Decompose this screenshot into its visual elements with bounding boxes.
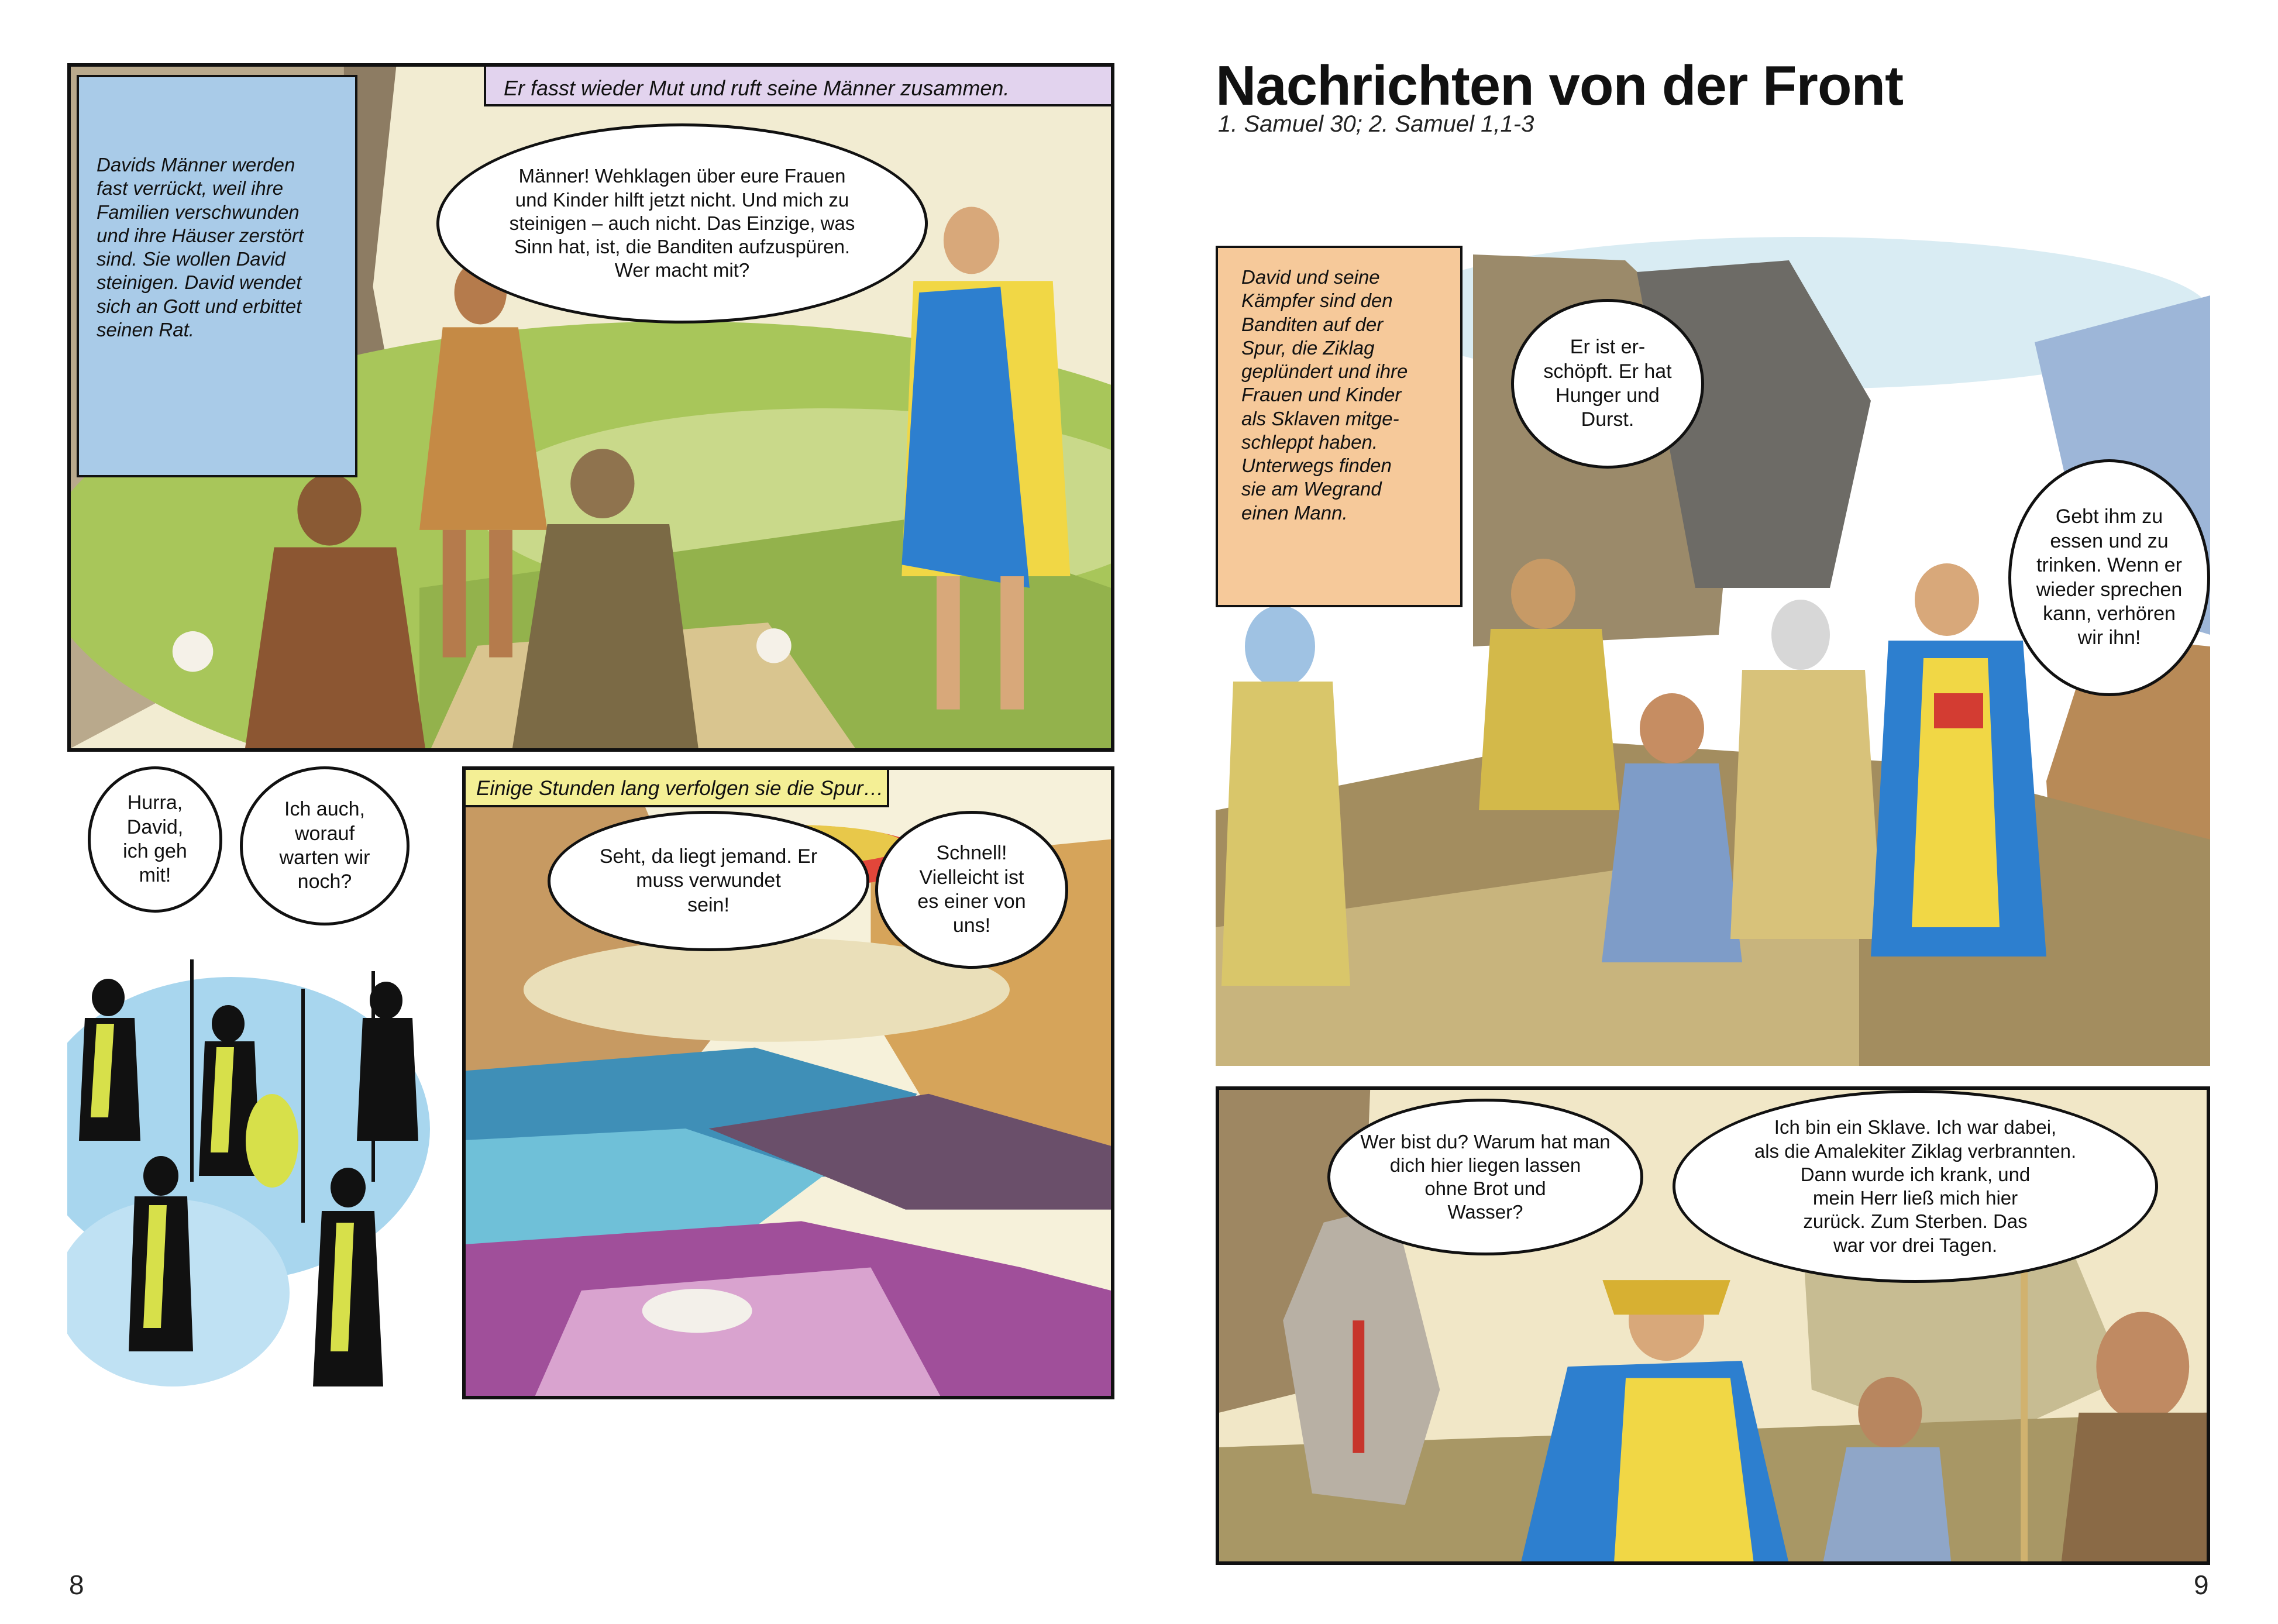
speech-bubble-sklave: Ich bin ein Sklave. Ich war dabei, als die Amalekiter Ziklag verbrannten. Dann wurde ich krank, und mein Herr ließ mich hier zurück. Zum Sterben. Das war vor drei Tagen. [1673, 1090, 2158, 1283]
page-title: Nachrichten von der Front [1216, 54, 1904, 117]
top-caption [484, 64, 1114, 106]
top-caption-text: Er fasst wieder Mut und ruft seine Männer zusammen. [504, 76, 1010, 100]
speech-bubble-erschoepft: Er ist er- schöpft. Er hat Hunger und Durst. [1511, 299, 1704, 469]
speech-bubble-ich-auch: Ich auch, worauf warten wir noch? [240, 766, 410, 925]
page-number-right: 9 [2194, 1570, 2209, 1600]
side-caption-text: Davids Männer werden fast verrückt, weil ihre Familien verschwunden und ihre Häuser zerstört sind. Sie wollen David steinigen. David wendet sich an Gott und erbittet seinen Rat. [97, 154, 304, 340]
panel-5 [1216, 1086, 2210, 1565]
speech-bubble-wer-bist-du: Wer bist du? Warum hat man dich hier liegen lassen ohne Brot und Wasser? [1327, 1099, 1643, 1255]
speech-bubble-schnell: Schnell! Vielleicht ist es einer von uns! [875, 811, 1068, 969]
caption-david-kaempfer [1216, 246, 1463, 607]
side-caption [77, 75, 357, 477]
caption-einige-stunden [462, 766, 889, 807]
speech-bubble-david: Männer! Wehklagen über eure Frauen und Kinder hilft jetzt nicht. Und mich zu steinigen – auch nicht. Das Einzige, was Sinn hat, ist, die Banditen aufzuspüren. Wer macht mit? [436, 123, 928, 324]
page-number-left: 8 [69, 1570, 84, 1600]
panel-4 [1216, 225, 2210, 1066]
panel-2 [67, 766, 442, 1399]
page-subtitle: 1. Samuel 30; 2. Samuel 1,1-3 [1218, 111, 1534, 137]
caption-david-kaempfer-text: David und seine Kämpfer sind den Banditen auf der Spur, die Ziklag geplündert und ihre Frauen und Kinder als Sklaven mitge- schleppt haben. Unterwegs finden sie am Wegrand einen Mann. [1241, 266, 1408, 524]
panel-1 [67, 63, 1114, 752]
speech-bubble-hurra: Hurra, David, ich geh mit! [88, 766, 222, 913]
speech-bubble-seht: Seht, da liegt jemand. Er muss verwundet sein! [548, 811, 869, 951]
caption-einige-stunden-text: Einige Stunden lang verfolgen sie die Spur… [476, 777, 884, 800]
panel-3 [462, 766, 1114, 1399]
speech-bubble-gebt-ihm: Gebt ihm zu essen und zu trinken. Wenn er wieder sprechen kann, verhören wir ihn! [2008, 459, 2210, 696]
